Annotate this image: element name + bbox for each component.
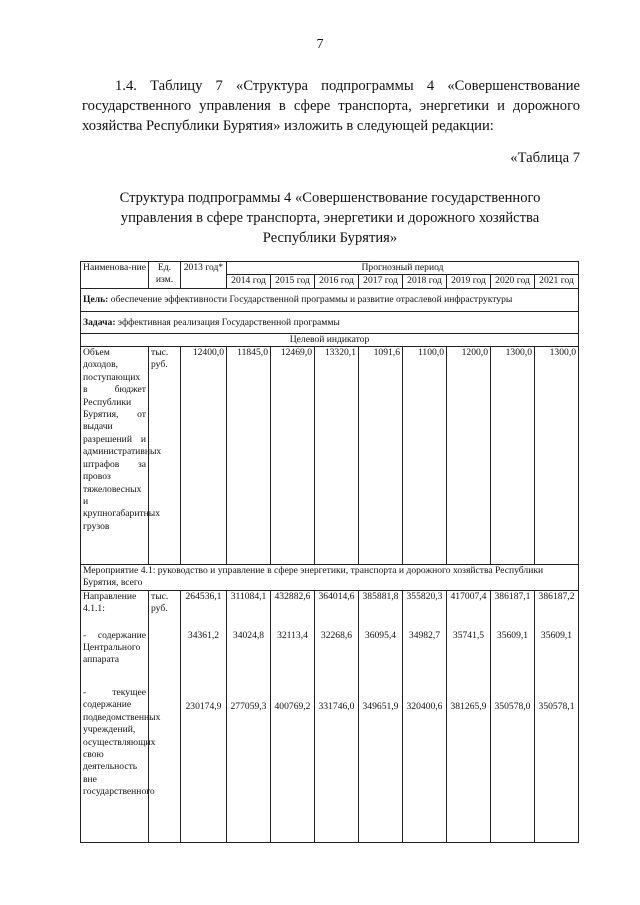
task-row (81, 312, 579, 333)
direction-value: 311084,1 (230, 590, 267, 602)
value-column (271, 590, 315, 842)
indicator-title-row (81, 333, 579, 346)
sub-row-value: 350578,0 (494, 700, 531, 712)
header-year: 2016 год (315, 275, 359, 288)
header-year: 2020 год (491, 275, 535, 288)
indicator-row (81, 347, 579, 565)
sub-row-value: 35741,5 (452, 629, 485, 641)
direction-value: 355820,3 (406, 590, 443, 602)
value-cell: 11845,0 (227, 347, 271, 565)
title-line-3: Республики Бурятия» (262, 230, 398, 246)
value-cell: 13320,1 (315, 347, 359, 565)
title-line-1: Структура подпрограммы 4 «Совершенствование государственного (119, 190, 541, 206)
sub-row-value: 35609,1 (540, 629, 573, 641)
sub-row-value: 32268,6 (320, 629, 353, 641)
sub-row-value: 36095,4 (364, 629, 397, 641)
direction-value: 386187,2 (538, 590, 575, 602)
header-name: Наименова-ние (81, 262, 149, 289)
value-cell: 12469,0 (271, 347, 315, 565)
direction-value: 364014,6 (318, 590, 355, 602)
header-year: 2018 год (403, 275, 447, 288)
sub-row-value: 277059,3 (230, 700, 267, 712)
direction-value: 432882,6 (274, 590, 311, 602)
sub-row-value: 230174,9 (185, 700, 222, 712)
sub-row-value: 35609,1 (496, 629, 529, 641)
value-cell: 1091,6 (359, 347, 403, 565)
sub-row-name: - текущее содержание подведомственных учреждений, осуществляющих свою деятельность вне государственного (83, 686, 161, 798)
table-label: «Таблица 7 (510, 150, 580, 166)
goal-label: Цель: (83, 293, 109, 305)
sub-row-value: 34361,2 (187, 629, 220, 641)
direction-value: 385881,8 (362, 590, 399, 602)
header-row-1 (81, 262, 579, 275)
table-title (70, 188, 590, 248)
goal-row (81, 288, 579, 311)
direction-value: 264536,1 (185, 590, 222, 602)
direction-value: 386187,1 (494, 590, 531, 602)
value-column (181, 590, 227, 842)
header-year: 2019 год (447, 275, 491, 288)
value-cell: 1300,0 (535, 347, 579, 565)
value-column (315, 590, 359, 842)
sub-row-value: 400769,2 (274, 700, 311, 712)
sub-row-value: 331746,0 (318, 700, 355, 712)
direction-row (81, 590, 579, 842)
sub-row-value: 350578,1 (538, 700, 575, 712)
header-year: 2015 год (271, 275, 315, 288)
indicator-unit: тыс. руб. (149, 347, 181, 565)
indicator-title: Целевой индикатор (81, 333, 579, 346)
sub-row-value: 320400,6 (406, 700, 443, 712)
direction-value: 417007,4 (450, 590, 487, 602)
sub-row-value: 34024,8 (232, 629, 265, 641)
header-unit: Ед. изм. (149, 262, 181, 289)
intro-paragraph: 1.4. Таблицу 7 «Структура подпрограммы 4 «Совершенствование государственного управления в сфере транспорта, энергетики и дорожного хозяйства Республики Бурятия» изложить в следующей редакции: (82, 78, 580, 134)
sub-row-value: 32113,4 (277, 629, 308, 641)
header-year: 2014 год (227, 275, 271, 288)
direction-name: Направление 4.1.1: (83, 590, 137, 615)
structure-table (80, 261, 579, 843)
value-column (227, 590, 271, 842)
value-column (359, 590, 403, 842)
header-forecast: Прогнозный период (227, 262, 579, 275)
value-cell: 1300,0 (491, 347, 535, 565)
value-column (447, 590, 491, 842)
task-text: эффективная реализация Государственной программы (115, 317, 340, 329)
measure-text: Мероприятие 4.1: руководство и управление в сфере энергетики, транспорта и дорожного хозяйства Республики Бурятия, всего (81, 565, 579, 591)
task-label: Задача: (83, 317, 116, 329)
title-line-2: управления в сфере транспорта, энергетики и дорожного хозяйства (120, 210, 540, 226)
sub-row-value: 34982,7 (408, 629, 441, 641)
header-year: 2021 год (535, 275, 579, 288)
sub-row-name: - содержание Центрального аппарата (83, 629, 146, 666)
value-cell: 1100,0 (403, 347, 447, 565)
value-cell: 1200,0 (447, 347, 491, 565)
value-column (491, 590, 535, 842)
indicator-name: Объем доходов, поступающих в бюджет Республики Бурятия, от выдачи разрешений и административных штрафов за провоз тяжеловесных и крупногабаритных грузов (81, 347, 149, 565)
direction-unit: тыс. руб. (149, 590, 181, 842)
sub-row-value: 349651,9 (362, 700, 399, 712)
header-2013: 2013 год* (181, 262, 227, 289)
page-number: 7 (316, 37, 324, 52)
value-column (535, 590, 579, 842)
value-cell: 12400,0 (181, 347, 227, 565)
goal-text: обеспечение эффективности Государственной программы и развитие отраслевой инфраструктуры (108, 293, 513, 305)
value-column (403, 590, 447, 842)
sub-row-value: 381265,9 (450, 700, 487, 712)
header-year: 2017 год (359, 275, 403, 288)
measure-row (81, 565, 579, 591)
